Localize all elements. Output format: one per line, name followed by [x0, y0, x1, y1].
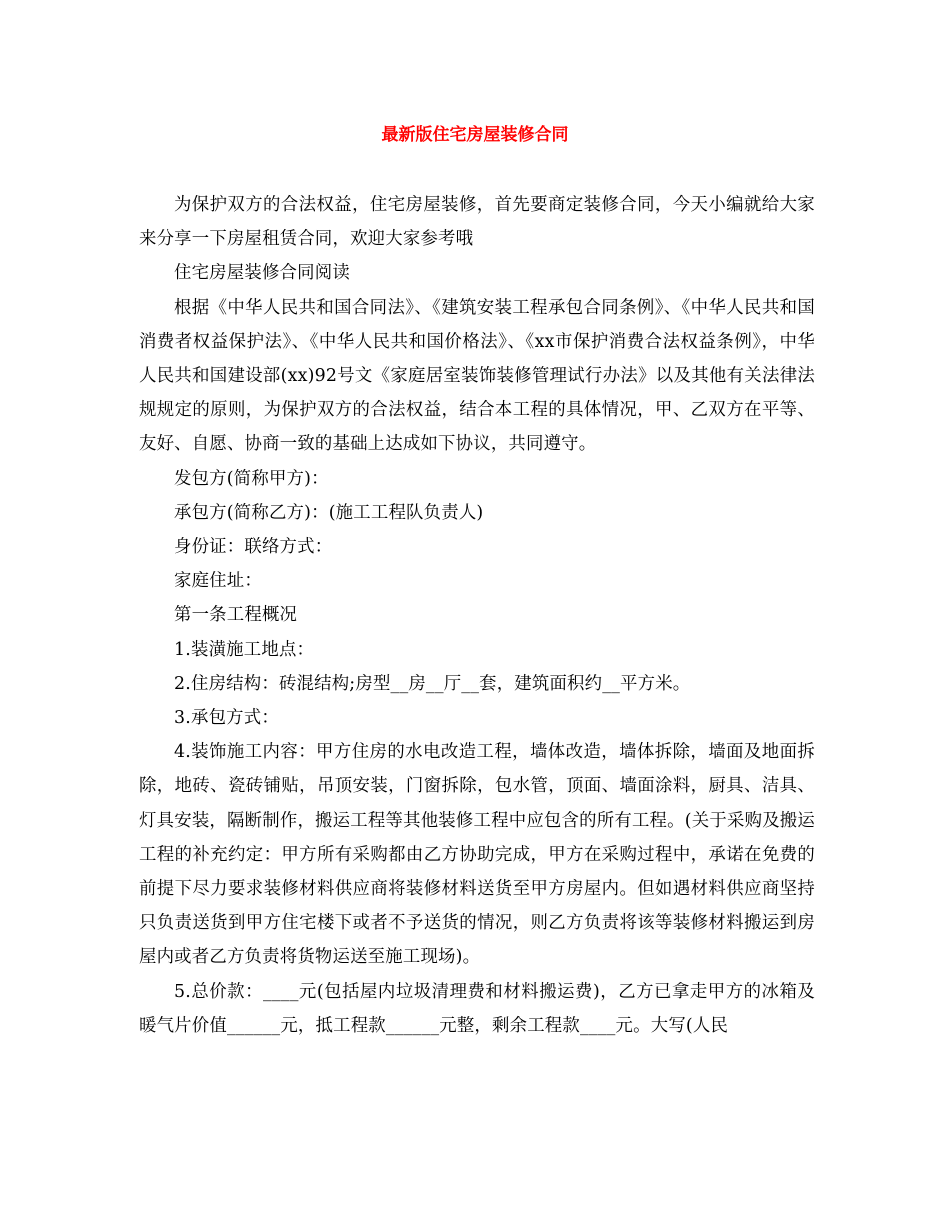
paragraph-party-a: 发包方(简称甲方)： [174, 468, 329, 489]
paragraph-id-contact: 身份证：联络方式： [174, 537, 333, 558]
paragraph-item-2: 2.住房结构：砖混结构;房型__房__厅__套，建筑面积约__平方米。 [174, 673, 691, 694]
paragraph-reading-heading: 住宅房屋装修合同阅读 [174, 263, 350, 284]
paragraph-legal-basis: 根据《中华人民共和国合同法》、《建筑安装工程承包合同条例》、《中华人民共和国消费者权益保护法》、《中华人民共和国价格法》、《xx市保护消费合法权益条例》，中华人民共和国建设部(xx)92号文《家庭居室装饰装修管理试行办法》以及其他有关法律法规规定的原则，为保护双方的合法权益，结合本工程的具体情况，甲、乙双方在平等、友好、自愿、协商一致的基础上达成如下协议，共同遵守。 [139, 297, 815, 455]
paragraph-address: 家庭住址： [174, 571, 262, 592]
paragraph-item-3: 3.承包方式： [174, 708, 279, 729]
paragraph-item-1: 1.装潢施工地点： [174, 639, 315, 660]
paragraph-item-4: 4.装饰施工内容：甲方住房的水电改造工程，墙体改造，墙体拆除，墙面及地面拆除，地砖、瓷砖铺贴，吊顶安装，门窗拆除，包水管，顶面、墙面涂料，厨具、洁具、灯具安装，隔断制作，搬运工程等其他装修工程中应包含的所有工程。(关于采购及搬运工程的补充约定：甲方所有采购都由乙方协助完成，甲方在采购过程中，承诺在免费的前提下尽力要求装修材料供应商将装修材料送货至甲方房屋内。但如遇材料供应商坚持只负责送货到甲方住宅楼下或者不予送货的情况，则乙方负责将该等装修材料搬运到房屋内或者乙方负责将货物运送至施工现场)。 [139, 742, 815, 968]
paragraph-intro: 为保护双方的合法权益，住宅房屋装修，首先要商定装修合同，今天小编就给大家来分享一下房屋租赁合同，欢迎大家参考哦 [139, 195, 815, 250]
paragraph-article-one: 第一条工程概况 [174, 605, 298, 626]
document-title: 最新版住宅房屋装修合同 [381, 125, 569, 145]
paragraph-item-5: 5.总价款：____元(包括屋内垃圾清理费和材料搬运费)，乙方已拿走甲方的冰箱及暖气片价值______元，抵工程款______元整，剩余工程款____元。大写(人民 [139, 981, 815, 1036]
document-body [139, 188, 815, 1043]
paragraph-party-b: 承包方(简称乙方)：(施工工程队负责人) [174, 502, 484, 523]
